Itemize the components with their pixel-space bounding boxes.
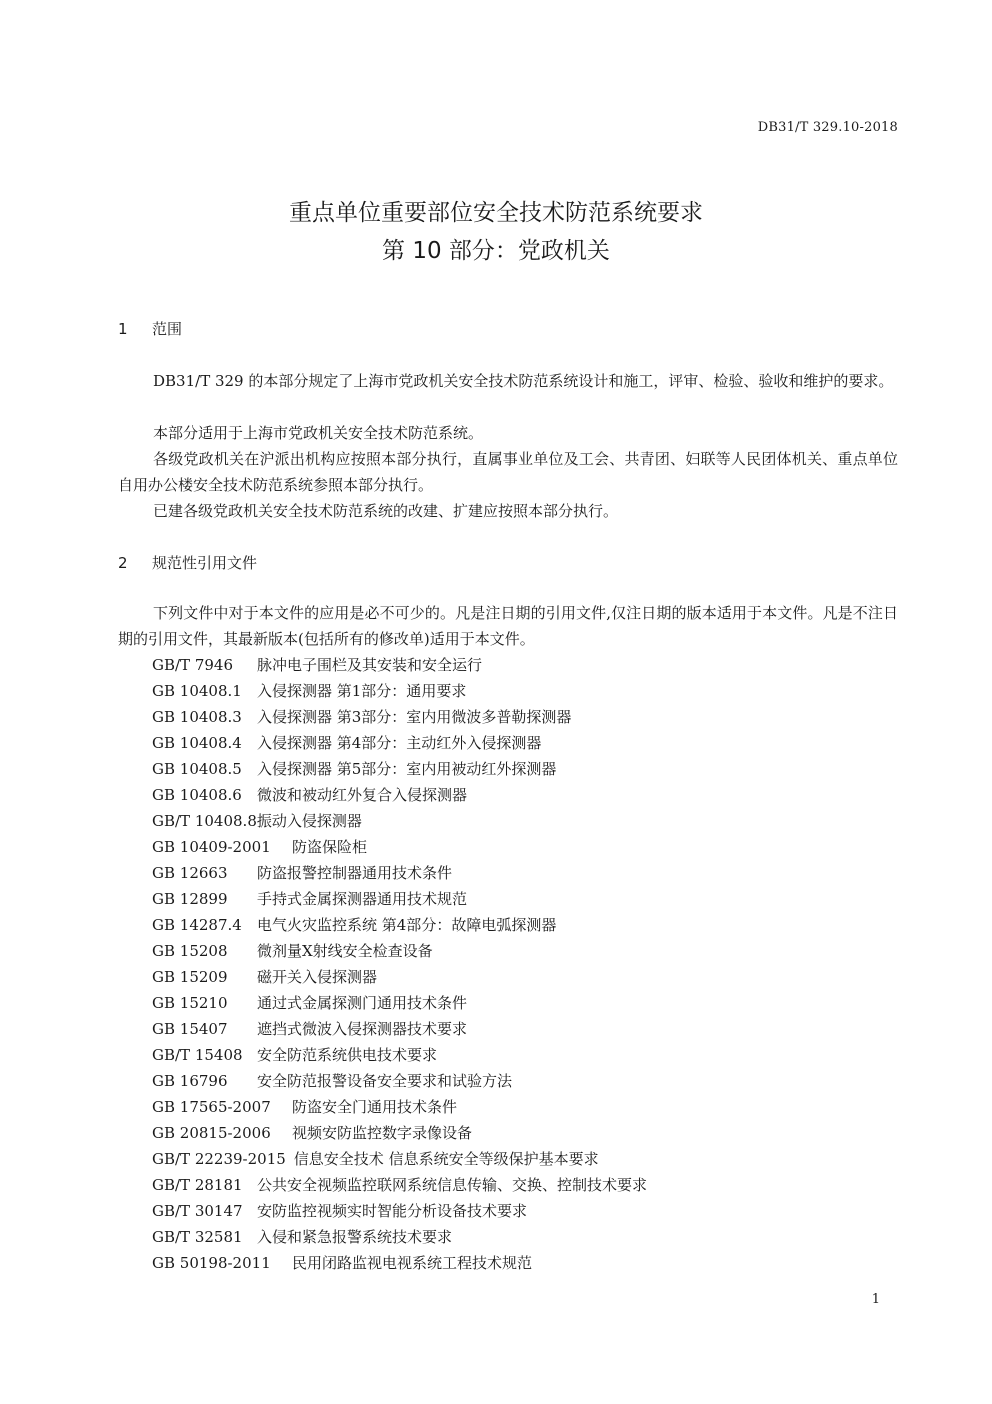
reference-title: 手持式金属探测器通用技术规范 (257, 890, 468, 908)
reference-code: GB 20815-2006 (152, 1124, 271, 1142)
reference-code: GB 10408.5 (152, 760, 242, 778)
reference-code: GB/T 7946 (152, 656, 234, 674)
reference-code: GB 15407 (152, 1020, 228, 1038)
reference-item (152, 704, 647, 730)
reference-item (152, 1146, 647, 1172)
reference-title: 公共安全视频监控联网系统信息传输、交换、控制技术要求 (257, 1176, 648, 1194)
reference-item (152, 1224, 647, 1250)
reference-title: 防盗报警控制器通用技术条件 (257, 864, 453, 882)
reference-code: GB 50198-2011 (152, 1254, 271, 1272)
reference-item (152, 886, 647, 912)
reference-item (152, 912, 647, 938)
section-title: 范围 (152, 320, 183, 338)
reference-title: 微波和被动红外复合入侵探测器 (257, 786, 468, 804)
reference-title: 入侵和紧急报警系统技术要求 (257, 1228, 453, 1246)
reference-item (152, 1198, 647, 1224)
reference-code: GB 12899 (152, 890, 228, 908)
reference-title: 振动入侵探测器 (256, 812, 362, 830)
section-number: 2 (118, 554, 128, 572)
reference-item (152, 1042, 647, 1068)
reference-code: GB 10408.3 (152, 708, 242, 726)
reference-code: GB/T 10408.8 (152, 812, 257, 830)
reference-title: 入侵探测器 第1部分：通用要求 (257, 682, 467, 700)
section-title: 规范性引用文件 (152, 554, 258, 572)
reference-title: 防盗安全门通用技术条件 (292, 1098, 458, 1116)
reference-item (152, 678, 647, 704)
reference-title: 电气火灾监控系统 第4部分：故障电弧探测器 (257, 916, 557, 934)
reference-title: 安防监控视频实时智能分析设备技术要求 (257, 1202, 528, 1220)
reference-item (152, 808, 647, 834)
reference-code: GB/T 22239-2015 (152, 1150, 286, 1168)
reference-item (152, 860, 647, 886)
reference-code: GB 10409-2001 (152, 838, 271, 856)
document-title: 重点单位重要部位安全技术防范系统要求 (289, 200, 703, 226)
reference-item (152, 1120, 647, 1146)
section-heading-scope (118, 318, 182, 339)
page-number: 1 (871, 1292, 880, 1307)
reference-item (152, 730, 647, 756)
reference-list (152, 652, 647, 1276)
reference-title: 民用闭路监视电视系统工程技术规范 (292, 1254, 533, 1272)
reference-code: GB 16796 (152, 1072, 228, 1090)
reference-code: GB 10408.6 (152, 786, 242, 804)
reference-code: GB 14287.4 (152, 916, 242, 934)
reference-code: GB 10408.4 (152, 734, 242, 752)
reference-title: 入侵探测器 第5部分：室内用被动红外探测器 (257, 760, 557, 778)
section-number: 1 (118, 320, 128, 338)
reference-item (152, 1172, 647, 1198)
references-intro: 下列文件中对于本文件的应用是必不可少的。凡是注日期的引用文件,仅注日期的版本适用于本文件。凡是不注日期的引用文件，其最新版本(包括所有的修改单)适用于本文件。 (118, 604, 898, 648)
reference-code: GB 15208 (152, 942, 228, 960)
reference-code: GB/T 30147 (152, 1202, 243, 1220)
reference-code: GB 12663 (152, 864, 228, 882)
reference-code: GB 10408.1 (152, 682, 242, 700)
reference-item (152, 938, 647, 964)
reference-title: 入侵探测器 第3部分：室内用微波多普勒探测器 (257, 708, 572, 726)
reference-item (152, 964, 647, 990)
reference-title: 入侵探测器 第4部分：主动红外入侵探测器 (257, 734, 542, 752)
reference-title: 视频安防监控数字录像设备 (292, 1124, 473, 1142)
reference-title: 安全防范系统供电技术要求 (257, 1046, 438, 1064)
reference-item (152, 652, 647, 678)
reference-item (152, 990, 647, 1016)
reference-code: GB/T 28181 (152, 1176, 243, 1194)
reference-item (152, 1016, 647, 1042)
reference-title: 微剂量X射线安全检查设备 (257, 942, 433, 960)
scope-paragraph: 本部分适用于上海市党政机关安全技术防范系统。 (153, 424, 484, 442)
reference-title: 信息安全技术 信息系统安全等级保护基本要求 (293, 1150, 599, 1168)
reference-code: GB/T 15408 (152, 1046, 243, 1064)
reference-item (152, 1250, 647, 1276)
reference-item (152, 1068, 647, 1094)
reference-title: 遮挡式微波入侵探测器技术要求 (257, 1020, 468, 1038)
reference-item (152, 1094, 647, 1120)
reference-item (152, 756, 647, 782)
scope-paragraph: 已建各级党政机关安全技术防范系统的改建、扩建应按照本部分执行。 (153, 502, 619, 520)
reference-title: 磁开关入侵探测器 (257, 968, 378, 986)
reference-code: GB/T 32581 (152, 1228, 243, 1246)
reference-item (152, 782, 647, 808)
reference-title: 安全防范报警设备安全要求和试验方法 (257, 1072, 513, 1090)
reference-code: GB 17565-2007 (152, 1098, 271, 1116)
document-subtitle: 第 10 部分：党政机关 (382, 238, 610, 264)
reference-title: 脉冲电子围栏及其安装和安全运行 (257, 656, 483, 674)
section-heading-normative-references (118, 552, 257, 573)
reference-code: GB 15209 (152, 968, 228, 986)
reference-title: 通过式金属探测门通用技术条件 (257, 994, 468, 1012)
reference-title: 防盗保险柜 (292, 838, 368, 856)
scope-paragraph: DB31/T 329 的本部分规定了上海市党政机关安全技术防范系统设计和施工，评审、检验、验收和维护的要求。 (153, 372, 894, 390)
reference-code: GB 15210 (152, 994, 228, 1012)
document-code: DB31/T 329.10-2018 (757, 120, 898, 135)
reference-item (152, 834, 647, 860)
scope-paragraph: 各级党政机关在沪派出机构应按照本部分执行，直属事业单位及工会、共青团、妇联等人民团体机关、重点单位自用办公楼安全技术防范系统参照本部分执行。 (118, 450, 898, 494)
